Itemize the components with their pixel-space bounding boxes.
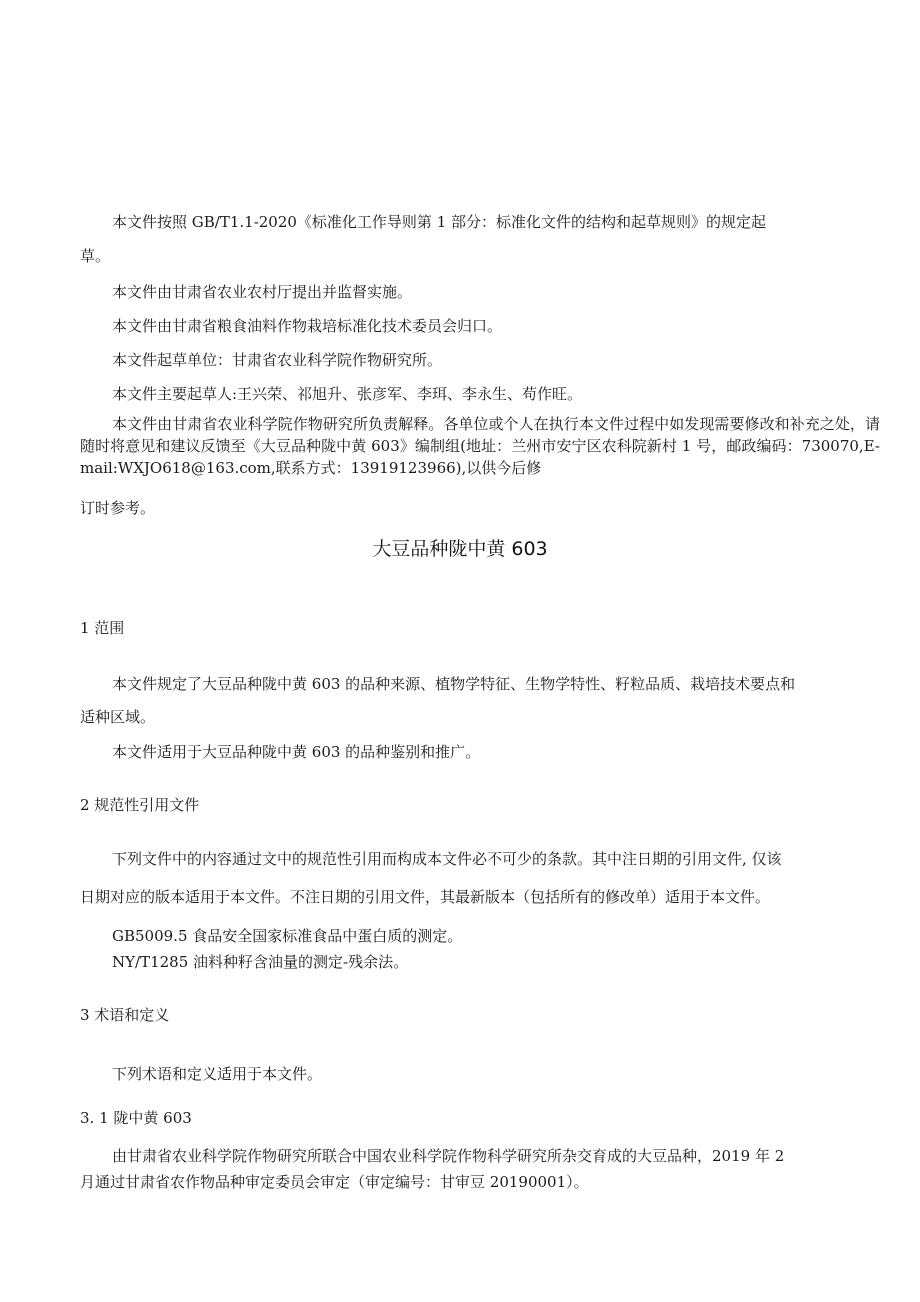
section-1-paragraph-1-line-1: 本文件规定了大豆品种陇中黄 603 的品种来源、植物学特征、生物学特性、籽粒品质、栽培技术要点和 (112, 675, 796, 693)
section-1-paragraph-2: 本文件适用于大豆品种陇中黄 603 的品种鉴别和推广。 (112, 743, 481, 761)
foreword-paragraph-6: 本文件由甘肃省农业科学院作物研究所负责解释。各单位或个人在执行本文件过程中如发现需要修改和补充之处，请随时将意见和建议反馈至《大豆品种陇中黄 603》编制组(地址：兰州市安宁区农科院新村 1 号，邮政编码：730070,E-mail:WXJO618@163.com,联系方式：13919123966),以供今后修 (80, 415, 880, 477)
section-3-1-heading: 3. 1 陇中黄 603 (80, 1109, 192, 1127)
foreword-paragraph-4: 本文件起草单位：甘肃省农业科学院作物研究所。 (112, 351, 443, 369)
section-1-paragraph-1-line-2: 适种区域。 (80, 708, 156, 726)
foreword-paragraph-2: 本文件由甘肃省农业农村厅提出并监督实施。 (112, 283, 413, 301)
foreword-paragraph-3: 本文件由甘肃省粮食油料作物栽培标准化技术委员会归口。 (112, 317, 503, 335)
foreword-paragraph-5: 本文件主要起草人:王兴荣、祁旭升、张彦军、李珥、李永生、苟作旺。 (112, 385, 583, 403)
section-2-paragraph-1-line-1: 下列文件中的内容通过文中的规范性引用而构成本文件必不可少的条款。其中注日期的引用文件, 仅该 (112, 850, 782, 868)
document-title: 大豆品种陇中黄 603 (372, 538, 548, 560)
section-3-paragraph-1: 下列术语和定义适用于本文件。 (112, 1065, 323, 1083)
section-2-heading: 2 规范性引用文件 (80, 796, 200, 814)
section-2-paragraph-1-line-2: 日期对应的版本适用于本文件。不注日期的引用文件，其最新版本（包括所有的修改单）适用于本文件。 (80, 888, 771, 906)
foreword-paragraph-6-tail: 订时参考。 (80, 499, 156, 517)
section-3-1-paragraph-line-2: 月通过甘肃省农作物品种审定委员会审定（审定编号：甘审豆 20190001）。 (80, 1173, 589, 1191)
section-3-heading: 3 术语和定义 (80, 1006, 170, 1024)
foreword-paragraph-1-line-1: 本文件按照 GB/T1.1-2020《标准化工作导则第 1 部分：标准化文件的结构和起草规则》的规定起 (112, 213, 767, 231)
foreword-paragraph-1-line-2: 草。 (80, 247, 111, 265)
normative-reference-1: GB5009.5 食品安全国家标准食品中蛋白质的测定。 (112, 927, 463, 945)
normative-reference-2: NY/T1285 油料种籽含油量的测定-残余法。 (112, 953, 409, 971)
section-1-heading: 1 范围 (80, 619, 125, 637)
section-3-1-paragraph-line-1: 由甘肃省农业科学院作物研究所联合中国农业科学院作物科学研究所杂交育成的大豆品种，2019 年 2 (112, 1147, 785, 1165)
